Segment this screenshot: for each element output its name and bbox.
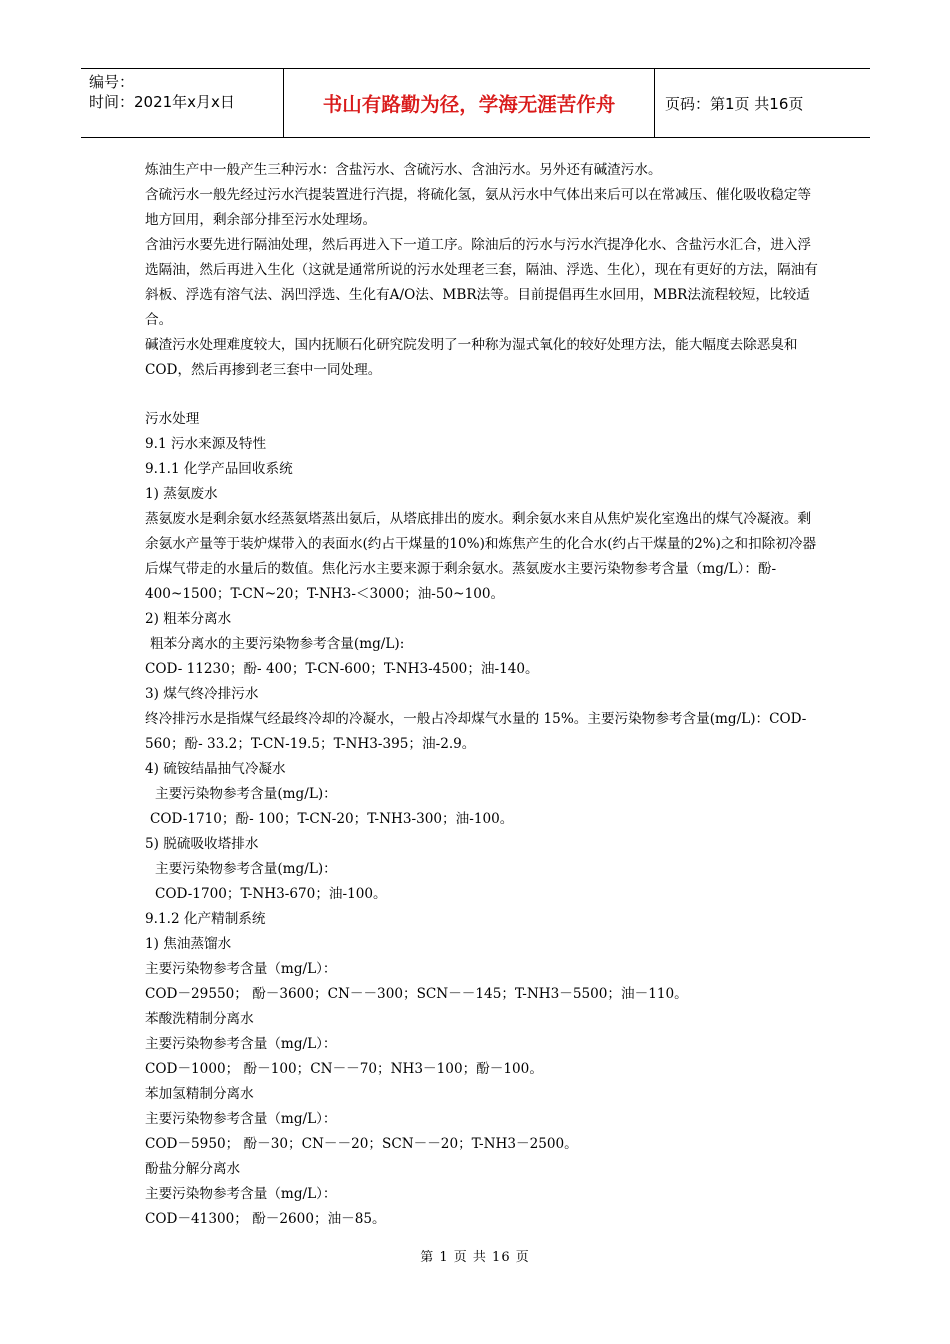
paragraph: 含硫污水一般先经过污水汽提装置进行汽提，将硫化氢，氨从污水中气体出来后可以在常减压、催化吸收稳定等地方回用，剩余部分排至污水处理场。 <box>145 187 812 228</box>
paragraph: 蒸氨废水是剩余氨水经蒸氨塔蒸出氨后，从塔底排出的废水。剩余氨水来自从焦炉炭化室逸出的煤气冷凝液。剩余氨水产量等于装炉煤带入的表面水(约占干煤量的10%)和炼焦产生的化合水(约占干煤量的2%)之和扣除初冷器后煤气带走的水量后的数值。焦化污水主要来源于剩余氨水。蒸氨废水主要污染物参考含量（mg/L）：酚- 400~1500；T-CN~20；T-NH3-＜3000；油-50~100。 <box>145 511 817 602</box>
paragraph: 含油污水要先进行隔油处理，然后再进入下一道工序。除油后的污水与污水汽提净化水、含盐污水汇合，进入浮选隔油，然后再进入生化（这就是通常所说的污水处理老三套，隔油、浮选、生化），现在有更好的方法，隔油有斜板、浮选有溶气法、涡凹浮选、生化有A/O法、MBR法等。目前提倡再生水回用，MBR法流程较短，比较适合。 <box>145 237 818 328</box>
paragraph: COD-1710；酚- 100；T-CN-20；T-NH3-300；油-100。 <box>150 811 514 827</box>
paragraph: COD- 11230；酚- 400；T-CN-600；T-NH3-4500；油-140。 <box>145 661 539 677</box>
paragraph: 碱渣污水处理难度较大，国内抚顺石化研究院发明了一种称为湿式氧化的较好处理方法，能大幅度去除恶臭和COD，然后再掺到老三套中一同处理。 <box>145 337 798 378</box>
subsection-heading: 9.1.1 化学产品回收系统 <box>145 461 293 477</box>
section-heading: 污水处理 <box>145 411 200 427</box>
paragraph: 主要污染物参考含量（mg/L）： <box>145 1036 337 1052</box>
header-meta <box>81 69 283 137</box>
header-motto: 书山有路勤为径，学海无涯苦作舟 <box>322 93 616 116</box>
subsection-heading: 9.1.2 化产精制系统 <box>145 911 266 927</box>
page-footer: 第 1 页 共 16 页 <box>420 1250 530 1265</box>
document-body <box>145 158 821 1232</box>
paragraph: 炼油生产中一般产生三种污水：含盐污水、含硫污水、含油污水。另外还有碱渣污水。 <box>145 162 662 178</box>
paragraph: COD－41300； 酚－2600；油－85。 <box>145 1211 386 1227</box>
paragraph: 主要污染物参考含量(mg/L)： <box>155 786 337 802</box>
paragraph: 主要污染物参考含量（mg/L）： <box>145 961 337 977</box>
paragraph: COD－29550； 酚－3600；CN－－300；SCN－－145；T-NH3－5500；油－110。 <box>145 986 688 1002</box>
paragraph: COD－1000； 酚－100；CN－－70；NH3－100；酚－100。 <box>145 1061 543 1077</box>
item-heading: 3) 煤气终冷排污水 <box>145 686 259 702</box>
paragraph: 主要污染物参考含量（mg/L）： <box>145 1186 337 1202</box>
item-heading: 5) 脱硫吸收塔排水 <box>145 836 259 852</box>
item-heading: 苯加氢精制分离水 <box>145 1086 254 1102</box>
item-heading: 4) 硫铵结晶抽气冷凝水 <box>145 761 286 777</box>
item-heading: 酚盐分解分离水 <box>145 1161 241 1177</box>
section-heading: 9.1 污水来源及特性 <box>145 436 267 452</box>
document-date: 时间：2021年x月x日 <box>89 93 235 111</box>
paragraph: 主要污染物参考含量（mg/L）： <box>145 1111 337 1127</box>
paragraph: COD-1700；T-NH3-670；油-100。 <box>155 886 387 902</box>
item-heading: 2) 粗苯分离水 <box>145 611 232 627</box>
header-page-info: 页码：第1页 共16页 <box>665 94 804 113</box>
item-heading: 1) 焦油蒸馏水 <box>145 936 232 952</box>
paragraph: 终冷排污水是指煤气经最终冷却的冷凝水，一般占冷却煤气水量的 15%。主要污染物参考含量(mg/L)：COD- 560；酚- 33.2；T-CN-19.5；T-NH3-395；油-2.9。 <box>145 711 807 752</box>
document-number: 编号： <box>89 73 135 91</box>
paragraph: 主要污染物参考含量(mg/L)： <box>155 861 337 877</box>
item-heading: 苯酸洗精制分离水 <box>145 1011 254 1027</box>
paragraph: COD－5950； 酚－30；CN－－20；SCN－－20；T-NH3－2500。 <box>145 1136 578 1152</box>
page-header <box>81 68 870 138</box>
header-motto-cell <box>283 69 655 137</box>
item-heading: 1) 蒸氨废水 <box>145 486 218 502</box>
paragraph: 粗苯分离水的主要污染物参考含量(mg/L): <box>150 636 405 652</box>
